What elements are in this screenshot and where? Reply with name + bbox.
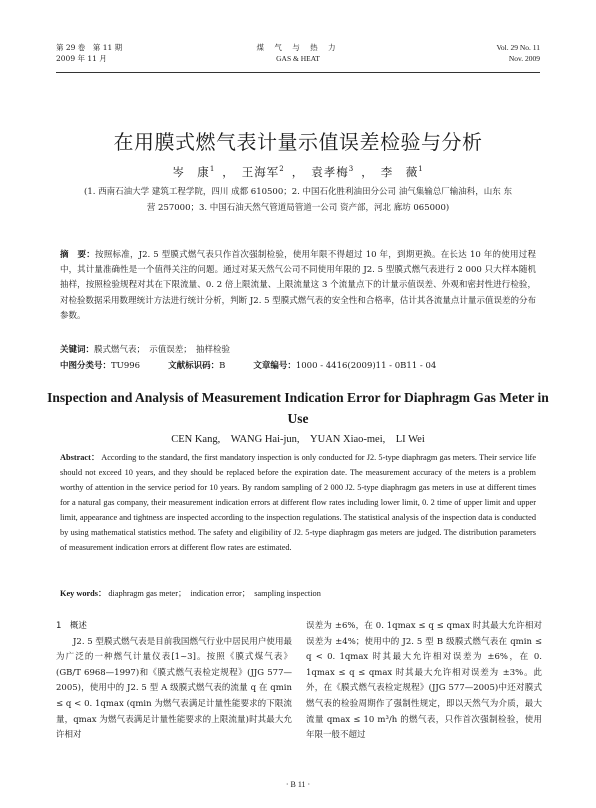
clc-label: 中图分类号： [60, 361, 112, 371]
author-name: 李 薇 [380, 165, 419, 179]
publication-date-en: Nov. 2009 [508, 54, 540, 63]
author-name: 袁孝梅 [311, 165, 349, 179]
volume-issue: 第 29 卷 第 11 期 [56, 43, 123, 52]
body-paragraph-continued: 误差为 ±6%，在 0. 1qmax ≤ q ≤ qmax 时其最大允许相对误差为 ±4%；使用中的 J2. 5 型 B 级膜式燃气表在 qmin ≤ q < 0. 1qmax 时其最大允许相对误差为 ±6%，在 0. 1qmax ≤ q ≤ qmax 时其最大允许相对误差为 ±3%。此外，在《膜式燃气表检定规程》(JJG 577—2005)中还对膜式燃气表的检验周期作了强制性规定，即以天然气为介质，最大流量 qmax ≤ 10 m³/h 的燃气表，只作首次强制检验，使用年限一般不超过 [306, 621, 542, 741]
authors-en: CEN Kang, WANG Hai-jun, YUAN Xiao-mei, LI Wei [171, 434, 425, 445]
author-name: 王海军 [241, 165, 280, 179]
keywords-cn-label: 关键词： [60, 345, 95, 355]
doc-code-label: 文献标识码： [168, 361, 220, 371]
affiliations: (1. 西南石油大学 建筑工程学院，四川 成都 610500；2. 中国石化胜利油田分公司 油气集输总厂输油科，山东 东营 257000；3. 中国石油天然气管道局管道一公司 资产部，河北 廊坊 065000) [84, 187, 512, 213]
keywords-cn-text: 膜式燃气表； 示值误差； 抽样检验 [94, 345, 231, 355]
journal-name [56, 42, 540, 64]
abstract-en-text: According to the standard, the first mandatory inspection is only conducted for J2. 5-type diaphragm gas meters. Their service life should not exceed 10 years, and they should be replaced before the expiration date. The measurement accuracy of the meters is a problem worthy of attention in the service period for 10 years. By random sampling of 2 000 J2. 5-type diaphragm gas meters in use at different times for a natural gas company, their measurement indication errors at different flow rates including lower limit, 0. 2 time of upper limit and upper limit, appearance and tightness are inspected according to the inspection regulations. The statistical analysis of the inspection data is conducted by using mathematical statistics method. The safety and eligibility of J2. 5-type diaphragm gas meters are judged. The distribution parameters of measurement indication errors at different flow rates are estimated. [60, 453, 537, 552]
abstract-cn [60, 248, 536, 324]
keywords-en-text: diaphragm gas meter； indication error； sampling inspection [108, 589, 321, 598]
page-number: · B 11 · [285, 780, 311, 789]
author-affiliation-mark: 2 [279, 165, 285, 174]
journal-volume-info-en [496, 42, 540, 64]
publication-date: 2009 年 11 月 [56, 54, 107, 63]
body-column-right [306, 619, 542, 744]
author-affiliation-mark: 1 [209, 165, 216, 174]
doc-code-value: B [219, 361, 226, 371]
classification-line [60, 359, 536, 371]
article-no-value: 1000 - 4416(2009)11 - 0B11 - 04 [295, 361, 437, 371]
paper-title-en: Inspection and Analysis of Measurement Indication Error for Diaphragm Gas Meter in Use [47, 390, 549, 426]
volume-issue-en: Vol. 29 No. 11 [496, 43, 540, 52]
abstract-cn-label: 摘 要： [60, 250, 95, 260]
abstract-en [60, 450, 536, 555]
journal-name-cn: 煤 气 与 热 力 [256, 43, 340, 52]
body-column-left [56, 619, 292, 744]
clc-value: TU996 [111, 361, 141, 371]
author-affiliation-mark: 3 [348, 165, 355, 174]
paper-title-cn: 在用膜式燃气表计量示值误差检验与分析 [113, 130, 483, 154]
section-heading: 1 概述 [56, 621, 87, 631]
keywords-cn [60, 343, 536, 355]
abstract-cn-text: 按照标准，J2. 5 型膜式燃气表只作首次强制检验，使用年限不得超过 10 年，到期更换。在长达 10 年的使用过程中，其计量准确性是一个值得关注的问题。通过对某天然气公司不同使用年限的 J2. 5 型膜式燃气表进行 2 000 只大样本随机抽样，按照检验规程对其在下限流量、0. 2 倍上限流量、上限流量这 3 个流量点下的计量示值误差、外观和密封性进行检验，对检验数据采用数理统计方法进行统计分析，判断 J2. 5 型膜式燃气表的安全性和合格率，估计其各流量点计量示值误差的分布参数。 [60, 250, 536, 321]
abstract-en-label: Abstract： [60, 453, 100, 462]
header-divider [56, 72, 540, 73]
authors-cn: 岑 康$^1$ ， 王海军$^2$ ， 袁孝梅$^3$ ， 李 薇$^1$ [172, 165, 424, 179]
article-no-label: 文章编号： [253, 361, 296, 371]
author-affiliation-mark: 1 [418, 165, 424, 174]
keywords-en-label: Key words： [60, 589, 107, 598]
body-paragraph: J2. 5 型膜式燃气表是目前我国燃气行业中居民用户使用最为广泛的一种燃气计量仪表[1~3]。按照《膜式煤气表》(GB/T 6968—1997)和《膜式燃气表检定规程》(JJG 577—2005)，使用中的 J2. 5 型 A 级膜式燃气表的流量 q 在 qmin ≤ q < 0. 1qmax (qmin 为燃气表满足计量性能要求的下限流量，qmax 为燃气表满足计量性能要求的上限流量)时其最大允许相对 [56, 636, 292, 741]
author-name: 岑 康 [172, 165, 210, 179]
running-header [56, 42, 540, 70]
keywords-en [60, 587, 536, 599]
journal-name-en: GAS & HEAT [276, 54, 320, 63]
